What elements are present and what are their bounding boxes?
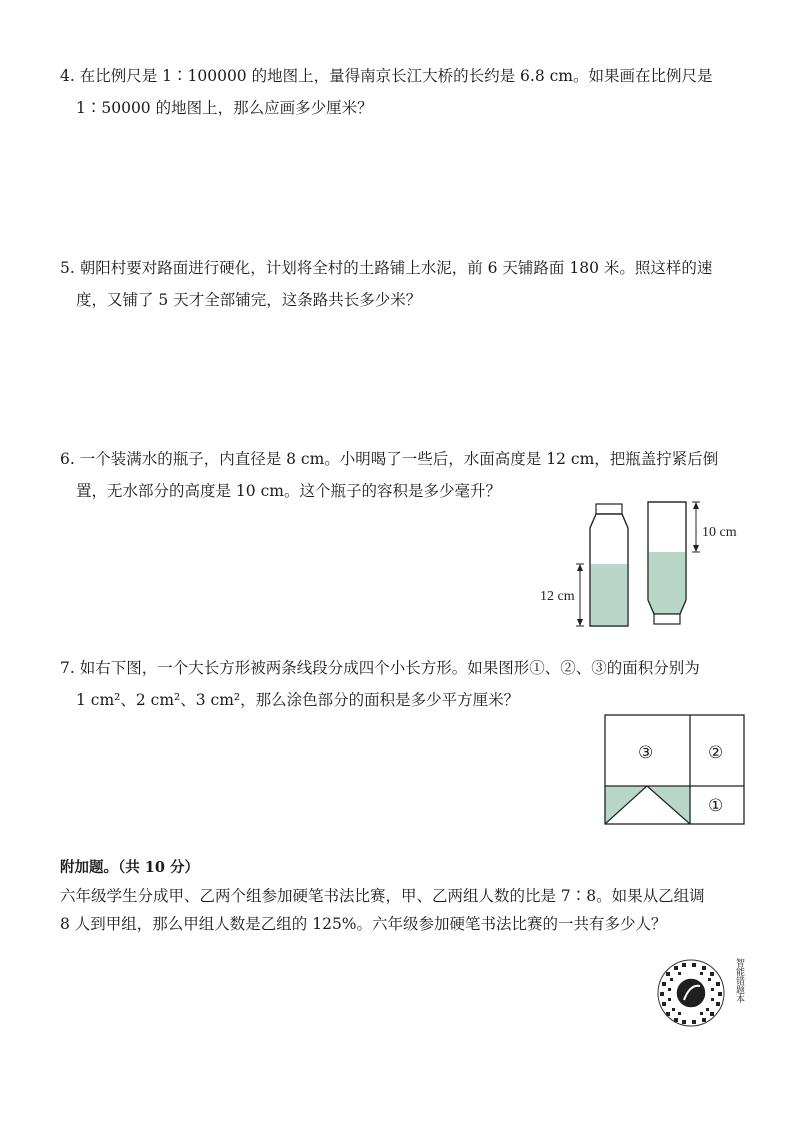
rectangle-figure xyxy=(600,710,750,830)
water-height-marker xyxy=(576,564,584,626)
question-4-line-1: 4. 在比例尺是 1∶100000 的地图上，量得南京长江大桥的长约是 6.8 cm。如果画在比例尺是 xyxy=(60,67,713,85)
region-2-label: ② xyxy=(708,743,724,762)
upright-bottle xyxy=(590,504,628,626)
question-6-line-1: 6. 一个装满水的瓶子，内直径是 8 cm。小明喝了一些后，水面高度是 12 cm，把瓶盖拧紧后倒 xyxy=(60,450,719,468)
inverted-bottle xyxy=(648,502,686,624)
question-7-line-1: 7. 如右下图，一个大长方形被两条线段分成四个小长方形。如果图形①、②、③的面积分别为 xyxy=(60,659,700,677)
question-6-line-2: 置，无水部分的高度是 10 cm。这个瓶子的容积是多少毫升？ xyxy=(76,482,501,500)
question-7-line-2: 1 cm²、2 cm²、3 cm²，那么涂色部分的面积是多少平方厘米？ xyxy=(76,691,520,709)
qr-side-label: 智能错题本 xyxy=(734,958,744,1003)
bottle-figure xyxy=(530,496,760,632)
question-5-line-2: 度，又铺了 5 天才全部铺完，这条路共长多少米？ xyxy=(76,291,422,309)
region-3-label: ③ xyxy=(638,743,654,762)
bonus-line-1: 六年级学生分成甲、乙两个组参加硬笔书法比赛，甲、乙两组人数的比是 7∶8。如果从乙组调 xyxy=(60,887,705,905)
question-7 xyxy=(60,652,750,716)
air-height-marker xyxy=(692,502,700,552)
qr-code xyxy=(656,958,726,1028)
question-5-line-1: 5. 朝阳村要对路面进行硬化，计划将全村的土路铺上水泥，前 6 天铺路面 180 米。照这样的速 xyxy=(60,259,713,277)
region-1-label: ① xyxy=(708,796,724,815)
bonus-question xyxy=(60,854,750,938)
upright-bottle-water xyxy=(591,564,628,625)
air-height-label: 10 cm xyxy=(702,525,737,540)
question-4 xyxy=(60,60,750,124)
bonus-heading: 附加题。（共 10 分） xyxy=(60,859,200,876)
question-4-line-2: 1∶50000 的地图上，那么应画多少厘米？ xyxy=(76,99,373,117)
water-height-label: 12 cm xyxy=(540,589,575,604)
bonus-line-2: 8 人到甲组，那么甲组人数是乙组的 125%。六年级参加硬笔书法比赛的一共有多少人？ xyxy=(60,915,667,933)
inverted-bottle-water xyxy=(649,552,686,613)
question-5 xyxy=(60,252,750,316)
